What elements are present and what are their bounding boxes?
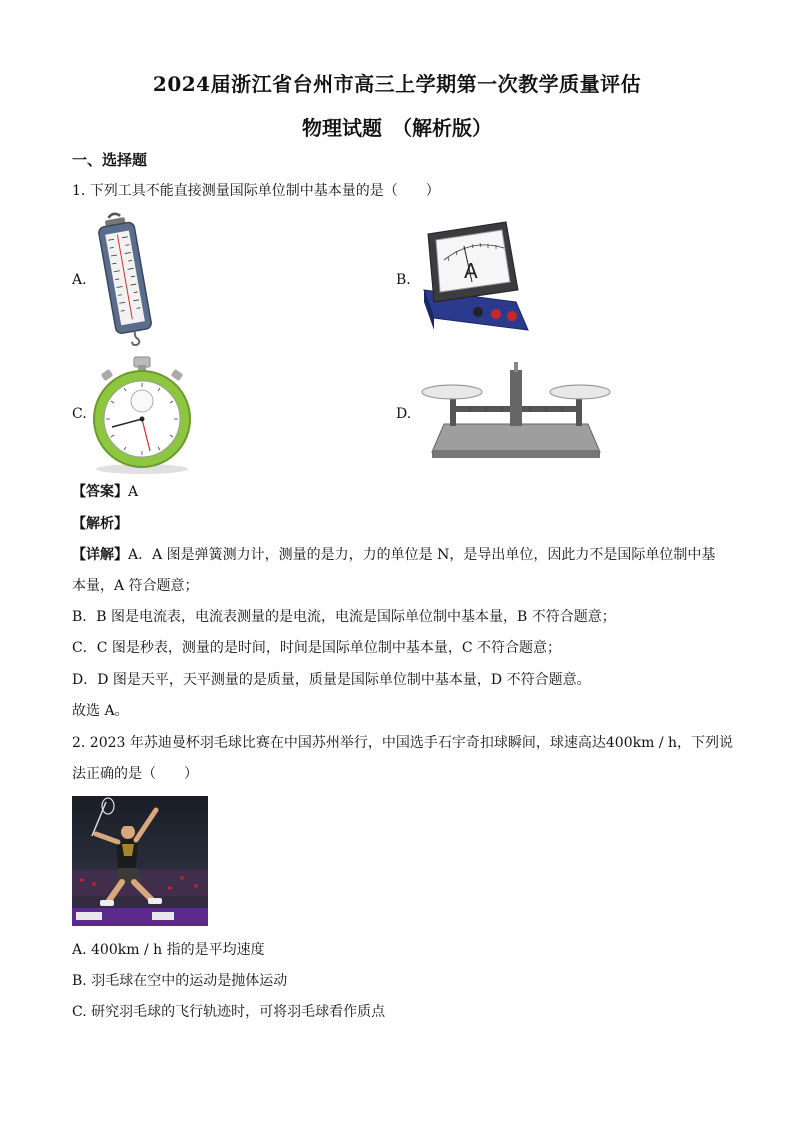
option-b-label: B.	[396, 272, 411, 288]
detail-line-4: C．C 图是秒表，测量的是时间，时间是国际单位制中基本量，C 不符合题意；	[72, 640, 562, 656]
question-2-option-b: B. 羽毛球在空中的运动是抛体运动	[72, 973, 288, 989]
question-1-stem: 1. 下列工具不能直接测量国际单位制中基本量的是（ ）	[72, 183, 440, 199]
question-2-option-c: C. 研究羽毛球的飞行轨迹时，可将羽毛球看作质点	[72, 1004, 386, 1020]
answer-line	[72, 482, 138, 502]
section-heading: 一、选择题	[72, 151, 148, 169]
badminton-player-photo	[72, 796, 208, 926]
option-a-label: A.	[72, 272, 87, 288]
detail-line-5: D．D 图是天平，天平测量的是质量，质量是国际单位制中基本量，D 不符合题意。	[72, 672, 591, 688]
balance-scale-image	[420, 362, 612, 462]
answer-label: 【答案】	[72, 484, 128, 500]
option-c-label: C.	[72, 406, 87, 422]
page-subtitle: 物理试题 （解析版）	[302, 116, 492, 140]
spring-scale-image	[92, 212, 156, 346]
detail-line-6: 故选 A。	[72, 703, 129, 719]
question-2-stem-line-1: 2. 2023 年苏迪曼杯羽毛球比赛在中国苏州举行，中国选手石宇奇扣球瞬间，球速高达400km / h，下列说	[72, 735, 733, 751]
detail-line-1: 【详解】A．A 图是弹簧测力计，测量的是力，力的单位是 N，是导出单位，因此力不是国际单位制中基	[72, 547, 716, 563]
stopwatch-image	[90, 355, 194, 475]
answer-value: A	[128, 484, 139, 500]
ammeter-image	[420, 220, 532, 338]
analysis-label: 【解析】	[72, 516, 128, 532]
question-2-stem-line-2: 法正确的是（ ）	[72, 766, 198, 782]
question-2-option-a: A. 400km / h 指的是平均速度	[72, 942, 265, 958]
detail-label: 【详解】	[72, 547, 128, 563]
page-title: 2024届浙江省台州市高三上学期第一次教学质量评估	[152, 72, 642, 96]
ammeter-dial-letter: A	[464, 259, 478, 283]
detail-line-2: 本量，A 符合题意；	[72, 578, 199, 594]
option-d-label: D.	[396, 406, 412, 422]
detail-line-3: B．B 图是电流表，电流表测量的是电流，电流是国际单位制中基本量，B 不符合题意；	[72, 609, 616, 625]
